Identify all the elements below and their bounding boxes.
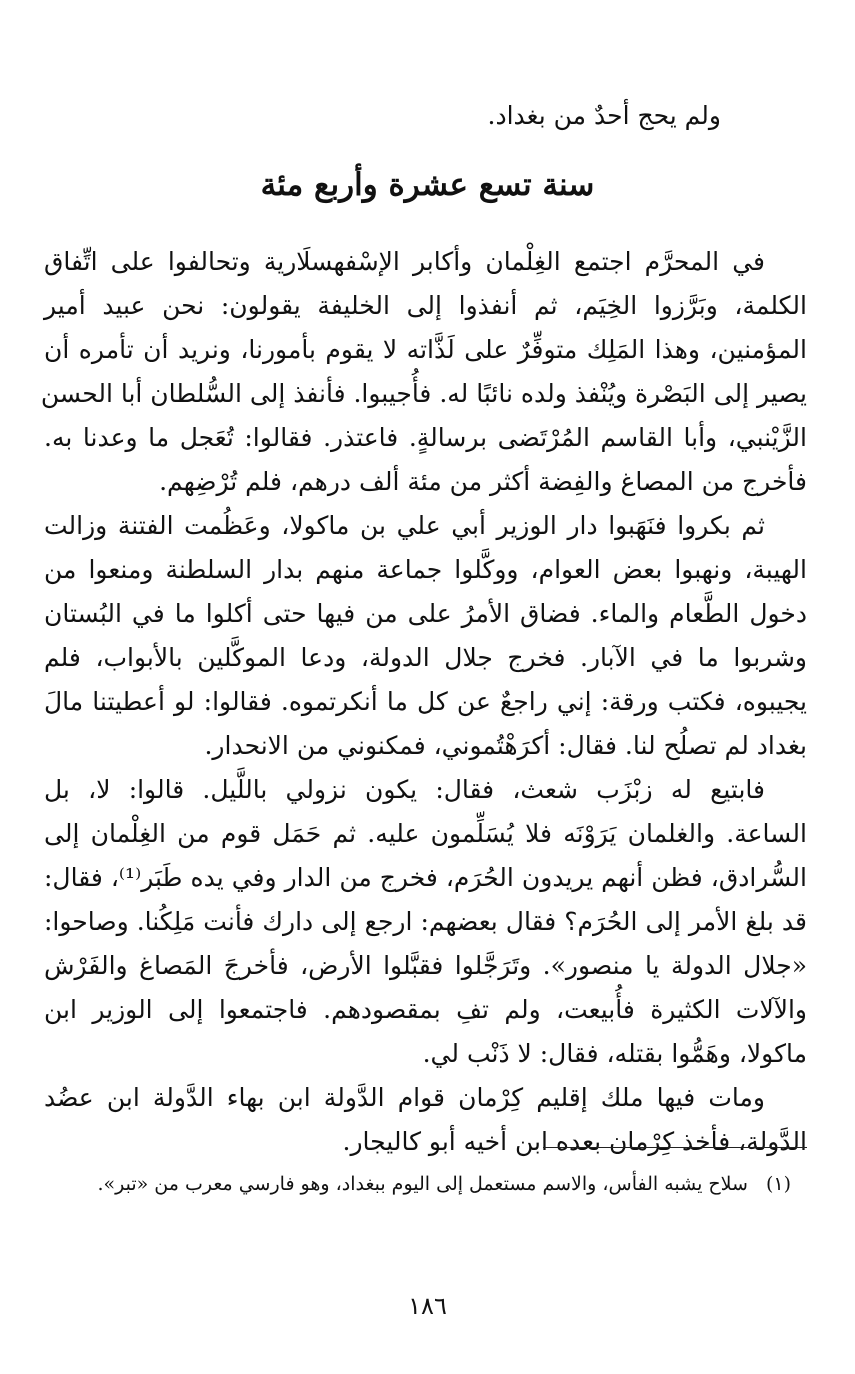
- paragraph-1-line-4: يصير إلى البَصْرة ويُنْفذ ولده نائبًا له. فأُجيبوا. فأنفذ إلى السُّلطان أبا الحسن: [40, 379, 807, 408]
- paragraph-3-line-3: السُّرادق، فظن أنهم يريدون الحُرَم، فخرج من الدار وفي يده طَبَر⁽¹⁾، فقال:: [44, 863, 807, 892]
- paragraph-4-line-2: الدَّولة، فأخذ كِرْمان بعده ابن أخيه أبو كاليجار.: [342, 1127, 807, 1156]
- footnote-text: سلاح يشبه الفأس، والاسم مستعمل إلى اليوم ببغداد، وهو فارسي معرب من «تبر».: [97, 1173, 748, 1195]
- paragraph-2-line-2: الهيبة، ونهبوا بعض العوام، ووكَّلوا جماعة منهم بدار السلطنة ومنعوا من: [44, 555, 807, 584]
- paragraph-3-line-1: فابتيع له زبْزَب شعث، فقال: يكون نزولي باللَّيل. قالوا: لا، بل: [44, 775, 765, 804]
- paragraph-3-line-4: قد بلغ الأمر إلى الحُرَم؟ فقال بعضهم: ارجع إلى دارك فأنت مَلِكُنا. وصاحوا:: [44, 907, 807, 936]
- paragraph-1-line-1: في المحرَّم اجتمع الغِلْمان وأكابر الإسْفهسلَارية وتحالفوا على اتِّفاق: [44, 247, 765, 276]
- paragraph-2-line-6: بغداد لم تصلُح لنا. فقال: أكرَهْتُموني، فمكنوني من الانحدار.: [204, 731, 807, 760]
- footnote-number: (١): [765, 1173, 791, 1195]
- paragraph-1-line-5: الزَّيْنبي، وأبا القاسم المُرْتَضى برسالةٍ. فاعتذر. فقالوا: تُعَجل ما وعدنا به.: [44, 423, 807, 452]
- paragraph-2-line-5: يجيبوه، فكتب ورقة: إني راجعٌ عن كل ما أنكرتموه. فقالوا: لو أعطيتنا مالَ: [44, 687, 807, 716]
- paragraph-3-line-6: والآلات الكثيرة فأُبيعت، ولم تفِ بمقصودهم. فاجتمعوا إلى الوزير ابن: [44, 995, 807, 1024]
- paragraph-3-line-7: ماكولا، وهَمُّوا بقتله، فقال: لا ذَنْب لي.: [422, 1039, 807, 1068]
- paragraph-2-line-1: ثم بكروا فنَهَبوا دار الوزير أبي علي بن ماكولا، وعَظُمت الفتنة وزالت: [44, 511, 765, 540]
- paragraph-3-line-2: الساعة. والغلمان يَرَوْنَه فلا يُسَلِّمون عليه. ثم حَمَل قوم من الغِلْمان إلى: [44, 819, 807, 848]
- paragraph-1-line-2: الكلمة، وبَرَّزوا الخِيَم، ثم أنفذوا إلى الخليفة يقولون: نحن عبيد أمير: [44, 291, 807, 320]
- paragraph-4-line-1: ومات فيها ملك إقليم كِرْمان قوام الدَّولة ابن بهاء الدَّولة ابن عضُد: [44, 1083, 765, 1112]
- section-heading: سنة تسع عشرة وأربع مئة: [260, 167, 595, 203]
- page-number: ١٨٦: [408, 1292, 447, 1320]
- paragraph-2-line-3: دخول الطَّعام والماء. فضاق الأمرُ على من فيها حتى أكلوا ما في البُستان: [44, 599, 807, 628]
- footnote: [44, 1168, 791, 1200]
- paragraph-2-line-4: وشربوا ما في الآبار. فخرج جلال الدولة، ودعا الموكَّلين بالأبواب، فلم: [44, 643, 807, 672]
- paragraph-3-line-5: «جلال الدولة يا منصور». وتَرَجَّلوا فقبَّلوا الأرض، فأخرجَ المَصاغ والفَرْش: [44, 951, 807, 980]
- paragraph-1-line-6: فأخرج من المصاغ والفِضة أكثر من مئة ألف درهم، فلم تُرْضِهم.: [159, 467, 807, 496]
- intro-line: ولم يحج أحدٌ من بغداد.: [487, 101, 721, 130]
- footnote-divider: [543, 1147, 807, 1148]
- paragraph-1-line-3: المؤمنين، وهذا المَلِك متوفِّرٌ على لَذَّاته لا يقوم بأمورنا، ونريد أن تأمره أن: [44, 335, 807, 364]
